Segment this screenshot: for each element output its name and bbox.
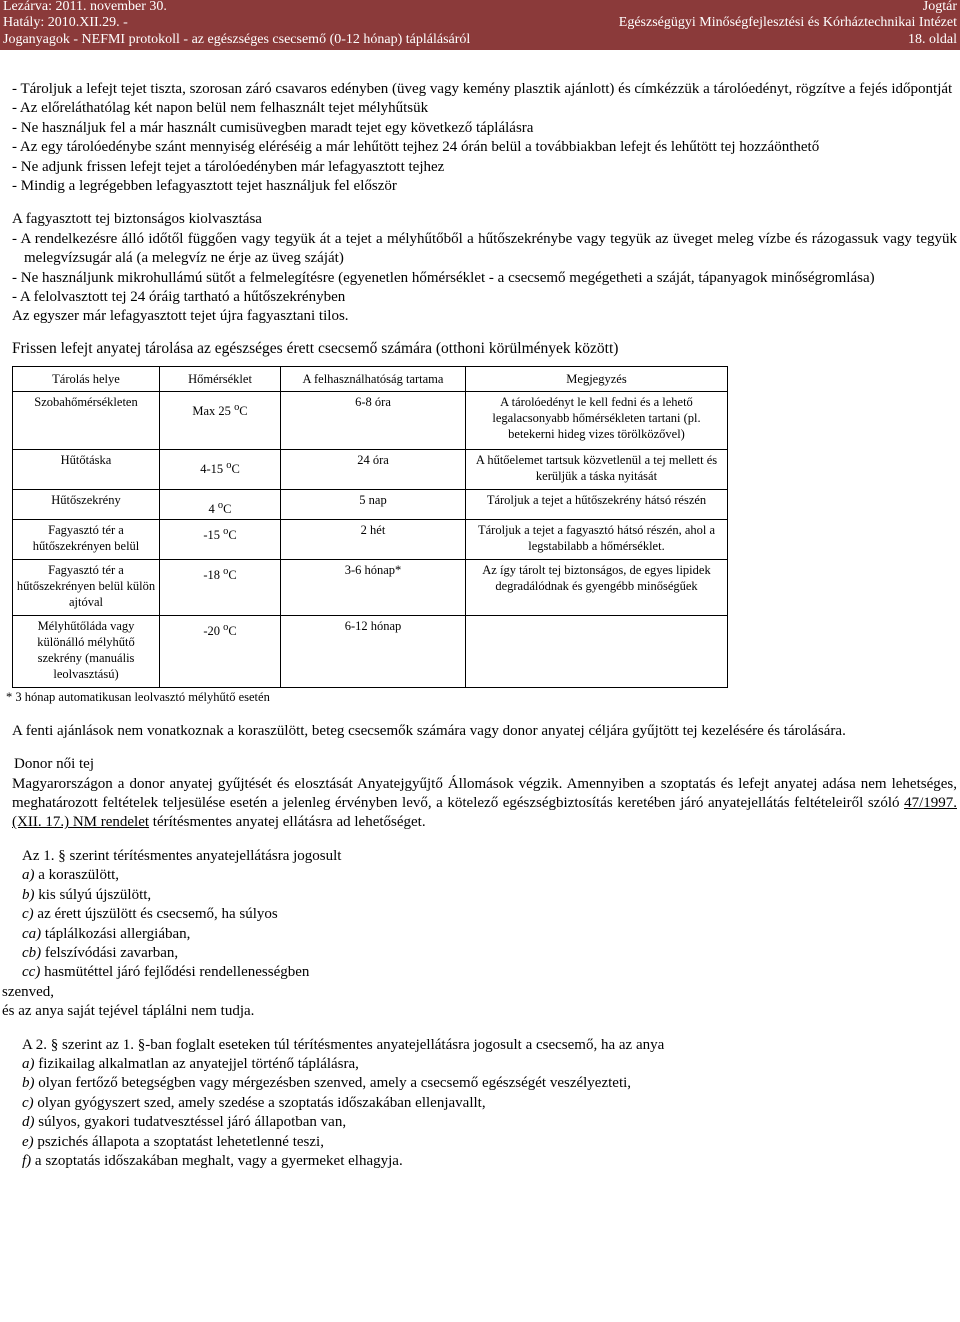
duration-cell: 6-8 óra [281,392,466,450]
list-item: e) pszichés állapota a szoptatást lehetetlenné teszi, [22,1133,324,1150]
table-header-row [13,367,728,392]
list-item: - Ne használjuk fel a már használt cumisüvegben maradt tejet egy következő táplálásra [12,119,534,136]
column-header: Hőmérséklet [160,367,281,392]
institute-name: Egészségügyi Minőségfejlesztési és Kórháztechnikai Intézet [618,15,957,30]
publisher: Jogtár [922,0,957,14]
list-item: - Az előreláthatólag két napon belül nem felhasznált tejet mélyhűtsük [12,100,429,117]
section-title: A fagyasztott tej biztonságos kiolvasztása [12,211,262,228]
list-item: cc) hasmütéttel járó fejlődési rendellenességben [22,964,310,981]
note-cell: Tároljuk a tejet a fagyasztó hátsó részén, ahol a legstabilabb a hőmérséklet. [466,520,728,560]
storage-table [12,366,728,688]
regulation-link[interactable]: 47/1997. (XII. 17.) NM rendelet [12,795,957,831]
list-item: a) fizikailag alkalmatlan az anyatejjel történő táplálásra, [22,1055,359,1072]
closed-date: Lezárva: 2011. november 30. [3,0,167,14]
table-row [13,450,728,490]
effective-date: Hatály: 2010.XII.29. - [3,15,128,30]
table-caption: Frissen lefejt anyatej tárolása az egészséges érett csecsemő számára (otthoni körülmények között) [12,339,619,357]
document-body [2,80,957,1171]
document-header [0,0,960,50]
list-item: b) olyan fertőző betegségben vagy mérgezésben szenved, amely a csecsemő egészségét veszélyezteti, [22,1075,632,1092]
list-item: f) a szoptatás időszakában meghalt, vagy a gyermeket elhagyja. [22,1152,403,1169]
temp-cell: -15 $^o$C [160,520,281,560]
temp-cell: -20 $^o$C [160,616,281,688]
temp-cell: -18 $^o$C [160,560,281,616]
donor-paragraph: Magyarországon a donor anyatej gyűjtését és elosztását Anyatejgyűjtő Állomások végzik. Amennyiben a szoptatás és lefejt anyatej adása nem lehetséges, meghatározott feltételek teljesülése esetén a jelenleg érvényben levő, a kötelező egészségbiztosítás keretében járó anyatejellátás feltételeiről szóló 47/1997. (XII. 17.) NM rendelet térítésmentes anyatej ellátásra ad lehetőséget. [12,775,957,831]
section-title: Donor női tej [14,756,94,773]
temp-cell: 4 $^o$C [160,490,281,520]
column-header: Tárolás helye [13,367,160,392]
note-cell: Tároljuk a tejet a hűtőszekrény hátsó részén [466,490,728,520]
place-cell: Szobahőmérsékleten [13,392,160,450]
note-cell: A tárolóedényt le kell fedni és a lehető legalacsonyabb hőmérsékleten tartani (pl. betekerni hideg vizes törölközővel) [466,392,728,450]
list-item: - Ne adjunk frissen lefejt tejet a tárolóedényben már lefagyasztott tejhez [12,158,445,175]
page-number: 18. oldal [908,32,957,47]
list-item: a) a koraszülött, [22,867,120,884]
section-intro: Az 1. § szerint térítésmentes anyatejellátásra jogosult [22,847,342,864]
duration-cell: 3-6 hónap* [281,560,466,616]
section-1-list [2,847,957,1022]
thawing-section [12,210,957,326]
list-item: c) olyan gyógyszert szed, amely szedése a szoptatás időszakában ellenjavallt, [22,1094,486,1111]
list-tail: és az anya saját tejével táplálni nem tudja. [2,1003,255,1020]
note-cell: A hűtőelemet tartsuk közvetlenül a tej mellett és kerüljük a táska nyitását [466,450,728,490]
list-item: d) súlyos, gyakori tudatvesztéssel járó állapotban van, [22,1114,347,1131]
note-cell: Az így tárolt tej biztonságos, de egyes lipidek degradálódnak és gyengébb minőségűek [466,560,728,616]
list-item: cb) felszívódási zavarban, [22,944,179,961]
temp-cell: Max 25 $^o$C [160,392,281,450]
list-item: c) az érett újszülött és csecsemő, ha súlyos [22,906,278,923]
table-row [13,490,728,520]
list-tail: szenved, [2,983,55,1000]
preterm-paragraph: A fenti ajánlások nem vonatkoznak a koraszülött, beteg csecsemők számára vagy donor anyatej céljára gyűjtött tej kezelésére és tárolására. [12,722,846,739]
column-header: A felhasználhatóság tartama [281,367,466,392]
table-row [13,392,728,450]
note-cell [466,616,728,688]
section-note: Az egyszer már lefagyasztott tejet újra fagyasztani tilos. [12,308,349,325]
duration-cell: 5 nap [281,490,466,520]
section-2-list [12,1036,957,1172]
table-row [13,520,728,560]
list-item: - Tároljuk a lefejt tejet tiszta, szorosan záró csavaros edényben (üveg vagy kemény plasztik ajánlott) és címkézzük a tárolóedényt, rögzítve a fejés időpontját [12,81,953,97]
list-item: - A felolvasztott tej 24 óráig tartható a hűtőszekrényben [12,289,346,306]
place-cell: Mélyhűtőláda vagy különálló mélyhűtő szekrény (manuális leolvasztású) [13,616,160,688]
temp-cell: 4-15 $^o$C [160,450,281,490]
list-item: b) kis súlyú újszülött, [22,886,152,903]
list-item: - Ne használjunk mikrohullámú sütőt a felmelegítésre (egyenetlen hőmérséklet - a csecsemő megégetheti a száját, tápanyagok minőségromlása) [12,269,875,286]
table-row [13,560,728,616]
duration-cell: 6-12 hónap [281,616,466,688]
section-intro: A 2. § szerint az 1. §-ban foglalt eseteken túl térítésmentes anyatejellátásra jogosult a csecsemő, ha az anya [22,1036,665,1053]
place-cell: Hűtőtáska [13,450,160,490]
list-item: - Mindig a legrégebben lefagyasztott tejet használjuk fel először [12,178,397,195]
place-cell: Fagyasztó tér a hűtőszekrényen belül külön ajtóval [13,560,160,616]
table-footnote: * 3 hónap automatikusan leolvasztó mélyhűtő esetén [6,690,270,705]
duration-cell: 2 hét [281,520,466,560]
table-row [13,616,728,688]
place-cell: Hűtőszekrény [13,490,160,520]
list-item: - A rendelkezésre álló időtől függően vagy tegyük át a tejet a mélyhűtőből a hűtőszekrénybe vagy tegyük az üveget meleg vízbe és rázogassuk vagy tegyük melegvízsugár alá (a melegvíz ne érje az üveg száját) [12,230,957,267]
list-item: ca) táplálkozási allergiában, [22,925,191,942]
document-title: Joganyagok - NEFMI protokoll - az egészséges csecsemő (0-12 hónap) táplálásáról [3,32,471,47]
storage-rules-list [12,80,957,196]
column-header: Megjegyzés [466,367,728,392]
list-item: - Az egy tárolóedénybe szánt mennyiség eléréséig a már lehűtött tejhez 24 órán belül a továbbiakban lefejt és lehűtött tej hozzáönthető [12,139,820,156]
place-cell: Fagyasztó tér a hűtőszekrényen belül [13,520,160,560]
donor-section [12,755,957,833]
duration-cell: 24 óra [281,450,466,490]
